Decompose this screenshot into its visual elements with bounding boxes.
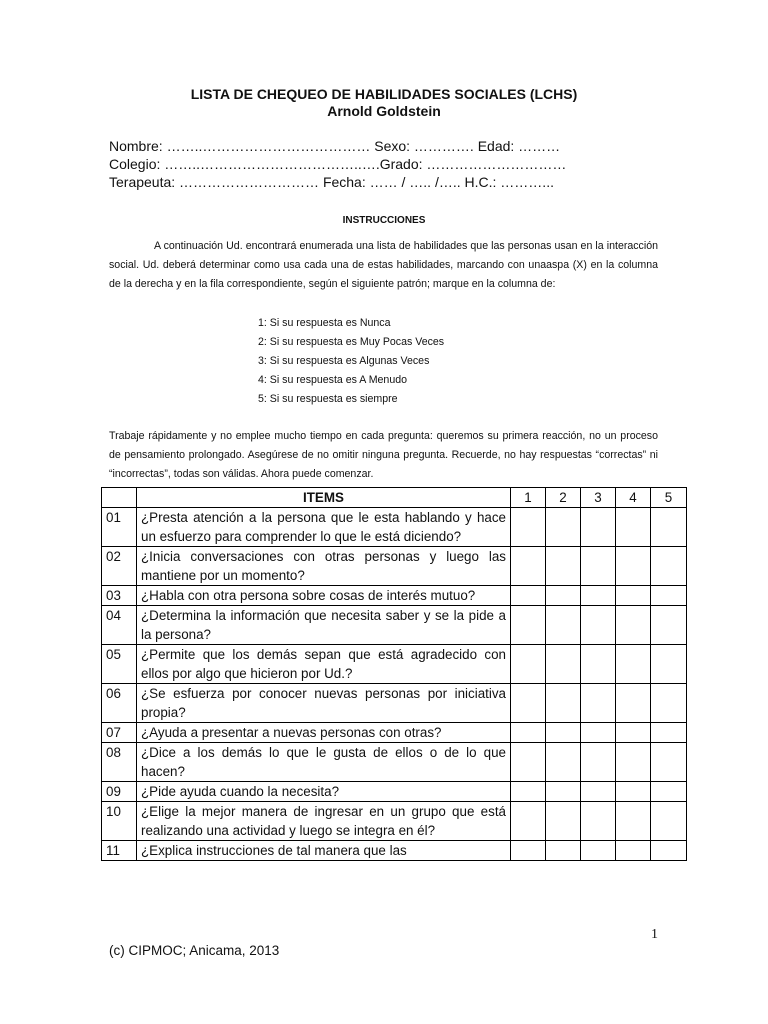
- scale-column-header: 3: [581, 488, 616, 508]
- item-question: ¿Presta atención a la persona que le esta hablando y hace un esfuerzo para comprender lo que le está diciendo?: [137, 508, 511, 547]
- item-number: 07: [102, 723, 137, 743]
- response-cell[interactable]: [616, 606, 651, 645]
- response-cell[interactable]: [511, 841, 546, 861]
- response-cell[interactable]: [546, 645, 581, 684]
- item-question: ¿Dice a los demás lo que le gusta de ellos o de lo que hacen?: [137, 743, 511, 782]
- page-number: 1: [651, 927, 658, 942]
- response-cell[interactable]: [651, 645, 687, 684]
- item-number: 01: [102, 508, 137, 547]
- item-question-text: ¿Explica instrucciones de tal manera que las: [141, 843, 407, 858]
- item-number: 11: [102, 841, 137, 861]
- scale-item: 5: Si su respuesta es siempre: [258, 393, 398, 405]
- response-cell[interactable]: [546, 606, 581, 645]
- item-number: 04: [102, 606, 137, 645]
- table-row: [102, 508, 687, 547]
- response-cell[interactable]: [616, 743, 651, 782]
- response-cell[interactable]: [511, 802, 546, 841]
- item-number: 10: [102, 802, 137, 841]
- response-cell[interactable]: [651, 547, 687, 586]
- instructions-paragraph: A continuación Ud. encontrará enumerada una lista de habilidades que las personas usan en la interacción social. Ud. deberá determinar como usa cada una de estas habilidades, marcando con unaaspa (X) en la columna de la derecha y en la fila correspondiente, según el siguiente patrón; marque en la columna de:: [109, 240, 658, 290]
- num-header: [102, 488, 137, 508]
- form-line-terapeuta: Terapeuta: ………………………… Fecha: …… / ….. /….. H.C.: ………...: [109, 174, 554, 190]
- response-cell[interactable]: [546, 841, 581, 861]
- scale-item: 4: Si su respuesta es A Menudo: [258, 374, 407, 386]
- instructions-heading: INSTRUCCIONES: [342, 215, 426, 226]
- response-cell[interactable]: [511, 684, 546, 723]
- response-cell[interactable]: [581, 782, 616, 802]
- response-cell[interactable]: [616, 547, 651, 586]
- table-header-row: [102, 488, 687, 508]
- item-question: ¿Permite que los demás sepan que está agradecido con ellos por algo que hicieron por Ud.?: [137, 645, 511, 684]
- item-number: 03: [102, 586, 137, 606]
- response-cell[interactable]: [546, 802, 581, 841]
- scale-item: 1: Si su respuesta es Nunca: [258, 317, 391, 329]
- response-cell[interactable]: [546, 586, 581, 606]
- scale-column-header: 1: [511, 488, 546, 508]
- table-row: [102, 684, 687, 723]
- response-cell[interactable]: [581, 684, 616, 723]
- table-row: [102, 841, 687, 861]
- response-cell[interactable]: [581, 508, 616, 547]
- item-number: 08: [102, 743, 137, 782]
- response-cell[interactable]: [546, 743, 581, 782]
- document-author: Arnold Goldstein: [327, 103, 441, 119]
- response-cell[interactable]: [651, 508, 687, 547]
- scale-item: 3: Si su respuesta es Algunas Veces: [258, 355, 430, 367]
- response-cell[interactable]: [616, 508, 651, 547]
- response-cell[interactable]: [616, 782, 651, 802]
- item-question: ¿Pide ayuda cuando la necesita?: [137, 782, 511, 802]
- form-line-colegio: Colegio: ……..……………………………..….Grado: …………………………: [109, 156, 567, 172]
- response-cell[interactable]: [581, 802, 616, 841]
- response-cell[interactable]: [581, 606, 616, 645]
- response-scale: [258, 314, 444, 409]
- scale-column-header: 4: [616, 488, 651, 508]
- response-cell[interactable]: [616, 841, 651, 861]
- instructions-note: Trabaje rápidamente y no emplee mucho tiempo en cada pregunta: queremos su primera reacción, no un proceso de pensamiento prolongado. Asegúrese de no omitir ninguna pregunta. Recuerde, no hay respuestas “correctas” ni “incorrectas”, todas son válidas. Ahora puede comenzar.: [109, 430, 658, 480]
- response-cell[interactable]: [511, 782, 546, 802]
- item-question: ¿Ayuda a presentar a nuevas personas con otras?: [137, 723, 511, 743]
- response-cell[interactable]: [511, 743, 546, 782]
- footer-copyright: (c) CIPMOC; Anicama, 2013: [109, 943, 280, 958]
- response-cell[interactable]: [511, 586, 546, 606]
- response-cell[interactable]: [581, 547, 616, 586]
- response-cell[interactable]: [651, 684, 687, 723]
- response-cell[interactable]: [651, 606, 687, 645]
- form-line-nombre: Nombre: ……..……………………………… Sexo: …………. Edad: ………: [109, 138, 561, 154]
- item-question: ¿Determina la información que necesita saber y se la pide a la persona?: [137, 606, 511, 645]
- response-cell[interactable]: [651, 802, 687, 841]
- item-question: ¿Habla con otra persona sobre cosas de interés mutuo?: [137, 586, 511, 606]
- response-cell[interactable]: [616, 802, 651, 841]
- response-cell[interactable]: [546, 547, 581, 586]
- item-question: ¿Elige la mejor manera de ingresar en un grupo que está realizando una actividad y luego se integra en él?: [137, 802, 511, 841]
- response-cell[interactable]: [616, 586, 651, 606]
- response-cell[interactable]: [546, 723, 581, 743]
- scale-column-header: 5: [651, 488, 687, 508]
- response-cell[interactable]: [616, 723, 651, 743]
- response-cell[interactable]: [651, 586, 687, 606]
- table-row: [102, 782, 687, 802]
- response-cell[interactable]: [581, 841, 616, 861]
- table-row: [102, 723, 687, 743]
- response-cell[interactable]: [616, 645, 651, 684]
- table-row: [102, 802, 687, 841]
- response-cell[interactable]: [546, 782, 581, 802]
- response-cell[interactable]: [511, 547, 546, 586]
- response-cell[interactable]: [546, 508, 581, 547]
- response-cell[interactable]: [651, 782, 687, 802]
- table-row: [102, 547, 687, 586]
- response-cell[interactable]: [581, 743, 616, 782]
- response-cell[interactable]: [581, 586, 616, 606]
- item-number: 06: [102, 684, 137, 723]
- response-cell[interactable]: [651, 723, 687, 743]
- response-cell[interactable]: [651, 743, 687, 782]
- scale-column-header: 2: [546, 488, 581, 508]
- item-number: 02: [102, 547, 137, 586]
- response-cell[interactable]: [511, 645, 546, 684]
- response-cell[interactable]: [651, 841, 687, 861]
- item-number: 09: [102, 782, 137, 802]
- table-row: [102, 645, 687, 684]
- item-question: ¿Se esfuerza por conocer nuevas personas por iniciativa propia?: [137, 684, 511, 723]
- table-row: [102, 586, 687, 606]
- table-row: [102, 743, 687, 782]
- response-cell[interactable]: [616, 684, 651, 723]
- response-cell[interactable]: [581, 645, 616, 684]
- item-question: ¿Inicia conversaciones con otras personas y luego las mantiene por un momento?: [137, 547, 511, 586]
- response-cell[interactable]: [511, 508, 546, 547]
- items-header: ITEMS: [137, 488, 511, 508]
- items-table: [101, 487, 687, 861]
- item-number: 05: [102, 645, 137, 684]
- scale-item: 2: Si su respuesta es Muy Pocas Veces: [258, 336, 445, 348]
- response-cell[interactable]: [581, 723, 616, 743]
- item-question: [137, 841, 511, 861]
- response-cell[interactable]: [511, 723, 546, 743]
- response-cell[interactable]: [511, 606, 546, 645]
- document-title: LISTA DE CHEQUEO DE HABILIDADES SOCIALES (LCHS): [190, 86, 578, 102]
- table-row: [102, 606, 687, 645]
- response-cell[interactable]: [546, 684, 581, 723]
